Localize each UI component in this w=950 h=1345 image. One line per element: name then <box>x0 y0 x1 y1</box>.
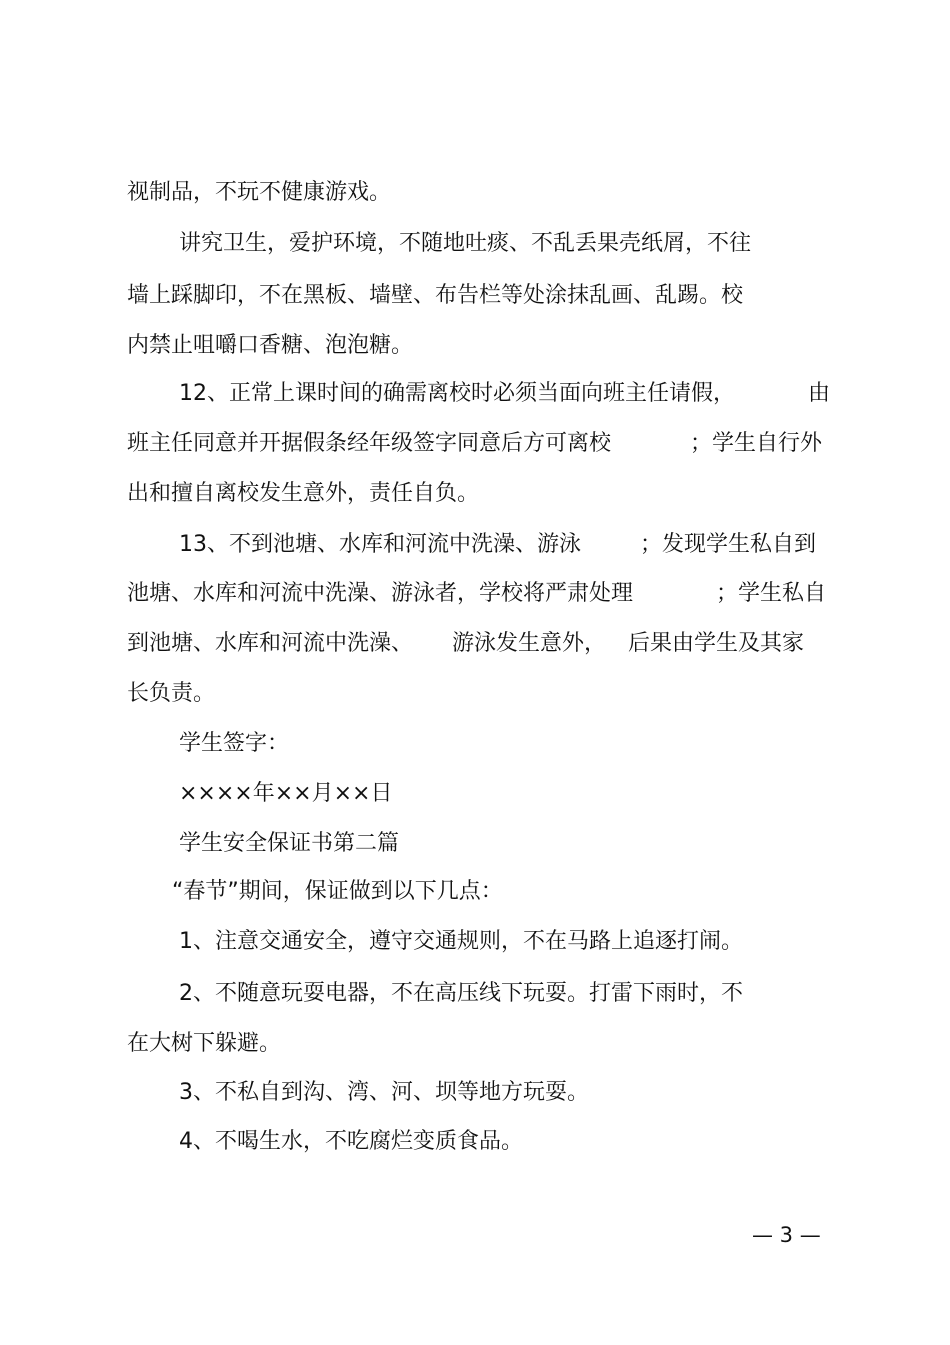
text-line: 长负责。 <box>127 681 216 706</box>
text-line: 3、不私自到沟、湾、河、坝等地方玩耍。 <box>179 1080 589 1105</box>
text-line: 讲究卫生，爱护环境，不随地吐痰、不乱丢果壳纸屑，不往 <box>179 231 752 256</box>
text-line: 2、不随意玩耍电器，不在高压线下玩耍。打雷下雨时，不 <box>179 981 743 1006</box>
text-line: 学生安全保证书第二篇 <box>179 831 400 856</box>
text-line: ；学生私自 <box>716 581 827 606</box>
text-line: 由 <box>808 381 831 406</box>
text-line: ；学生自行外 <box>690 431 823 456</box>
text-line: 学生签字： <box>179 731 290 756</box>
text-line: 12、正常上课时间的确需离校时必须当面向班主任请假， <box>179 381 735 406</box>
text-line: 13、不到池塘、水库和河流中洗澡、游泳 <box>179 532 581 557</box>
text-line: ；发现学生私自到 <box>640 532 817 557</box>
text-line: 班主任同意并开据假条经年级签字同意后方可离校 <box>127 431 612 456</box>
text-line: 视制品，不玩不健康游戏。 <box>127 180 392 205</box>
text-line: 池塘、水库和河流中洗澡、游泳者，学校将严肃处理 <box>127 581 634 606</box>
text-line: 墙上踩脚印，不在黑板、墙壁、布告栏等处涂抹乱画、乱踢。校 <box>127 283 744 308</box>
text-line: 到池塘、水库和河流中洗澡、 <box>127 631 414 656</box>
text-line: “春节”期间，保证做到以下几点： <box>172 879 503 904</box>
text-line: ××××年××月××日 <box>179 781 393 806</box>
text-line: 游泳发生意外， <box>452 631 607 656</box>
text-line: 内禁止咀嚼口香糖、泡泡糖。 <box>127 333 414 358</box>
text-line: 出和擅自离校发生意外，责任自负。 <box>127 481 480 506</box>
text-line: 在大树下躲避。 <box>127 1031 282 1056</box>
text-line: 4、不喝生水，不吃腐烂变质食品。 <box>179 1129 523 1154</box>
page-number: — 3 — <box>752 1223 821 1247</box>
text-line: 1、注意交通安全，遵守交通规则，不在马路上追逐打闹。 <box>179 929 743 954</box>
text-line: 后果由学生及其家 <box>628 631 805 656</box>
